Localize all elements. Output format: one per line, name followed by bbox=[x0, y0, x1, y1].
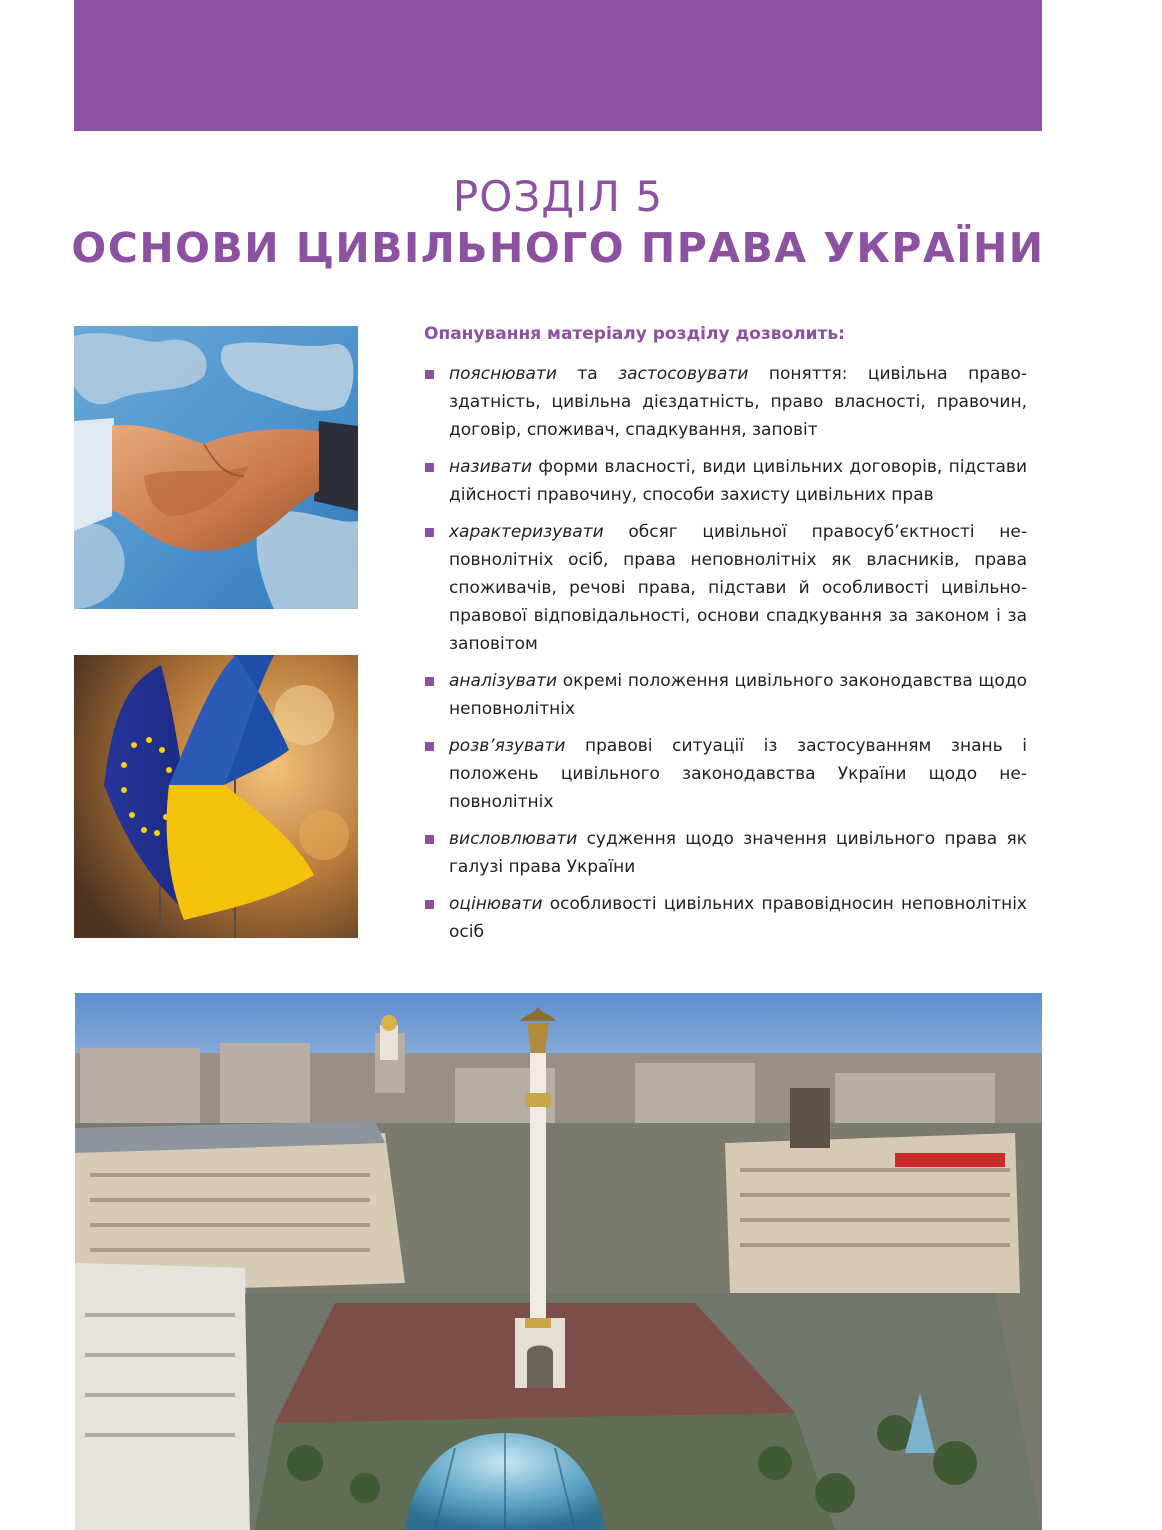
objectives-heading: Опанування матеріалу розділу дозволить: bbox=[424, 324, 845, 344]
objective-item: пояснювати та застосовувати поняття: цивільна правоздатність, цивільна дієздатність, право власності, правочин, договір, споживач, спадкування, заповіт bbox=[424, 360, 1027, 444]
objective-item: оцінювати особливості цивільних правовідносин неповнолітніх осіб bbox=[424, 890, 1027, 946]
objective-item: називати форми власності, види цивільних договорів, підстави дійсності правочину, способи захисту цивільних прав bbox=[424, 453, 1027, 509]
square-bullet-icon bbox=[425, 463, 434, 472]
square-bullet-icon bbox=[425, 528, 434, 537]
objective-item: аналізувати окремі положення цивільного законодавства щодо неповнолітніх bbox=[424, 667, 1027, 723]
square-bullet-icon bbox=[425, 677, 434, 686]
chapter-title: ОСНОВИ ЦИВІЛЬНОГО ПРАВА УКРАЇНИ bbox=[71, 224, 1045, 272]
square-bullet-icon bbox=[425, 835, 434, 844]
handshake-photo bbox=[74, 326, 358, 609]
chapter-number: РОЗДІЛ 5 bbox=[452, 172, 664, 221]
objective-item: характеризувати обсяг цивільної правосуб’єктності неповнолітніх осіб, права неповнолітніх як власників, права споживачів, речові права, підстави й особливості цивільноправової відповідальності, основи спадкування за законом і за заповітом bbox=[424, 518, 1027, 658]
kyiv-independence-square-photo bbox=[75, 993, 1042, 1530]
objective-item: розв’язувати правові ситуації із застосуванням знань і положень цивільного законодавства України щодо неповнолітніх bbox=[424, 732, 1027, 816]
objectives-block bbox=[424, 320, 1027, 955]
objective-item: висловлювати судження щодо значення цивільного права як галузі права України bbox=[424, 825, 1027, 881]
square-bullet-icon bbox=[425, 900, 434, 909]
top-color-band bbox=[74, 0, 1042, 131]
eu-ukraine-flags-photo bbox=[74, 655, 358, 938]
square-bullet-icon bbox=[425, 742, 434, 751]
objectives-list bbox=[424, 360, 1027, 946]
square-bullet-icon bbox=[425, 370, 434, 379]
